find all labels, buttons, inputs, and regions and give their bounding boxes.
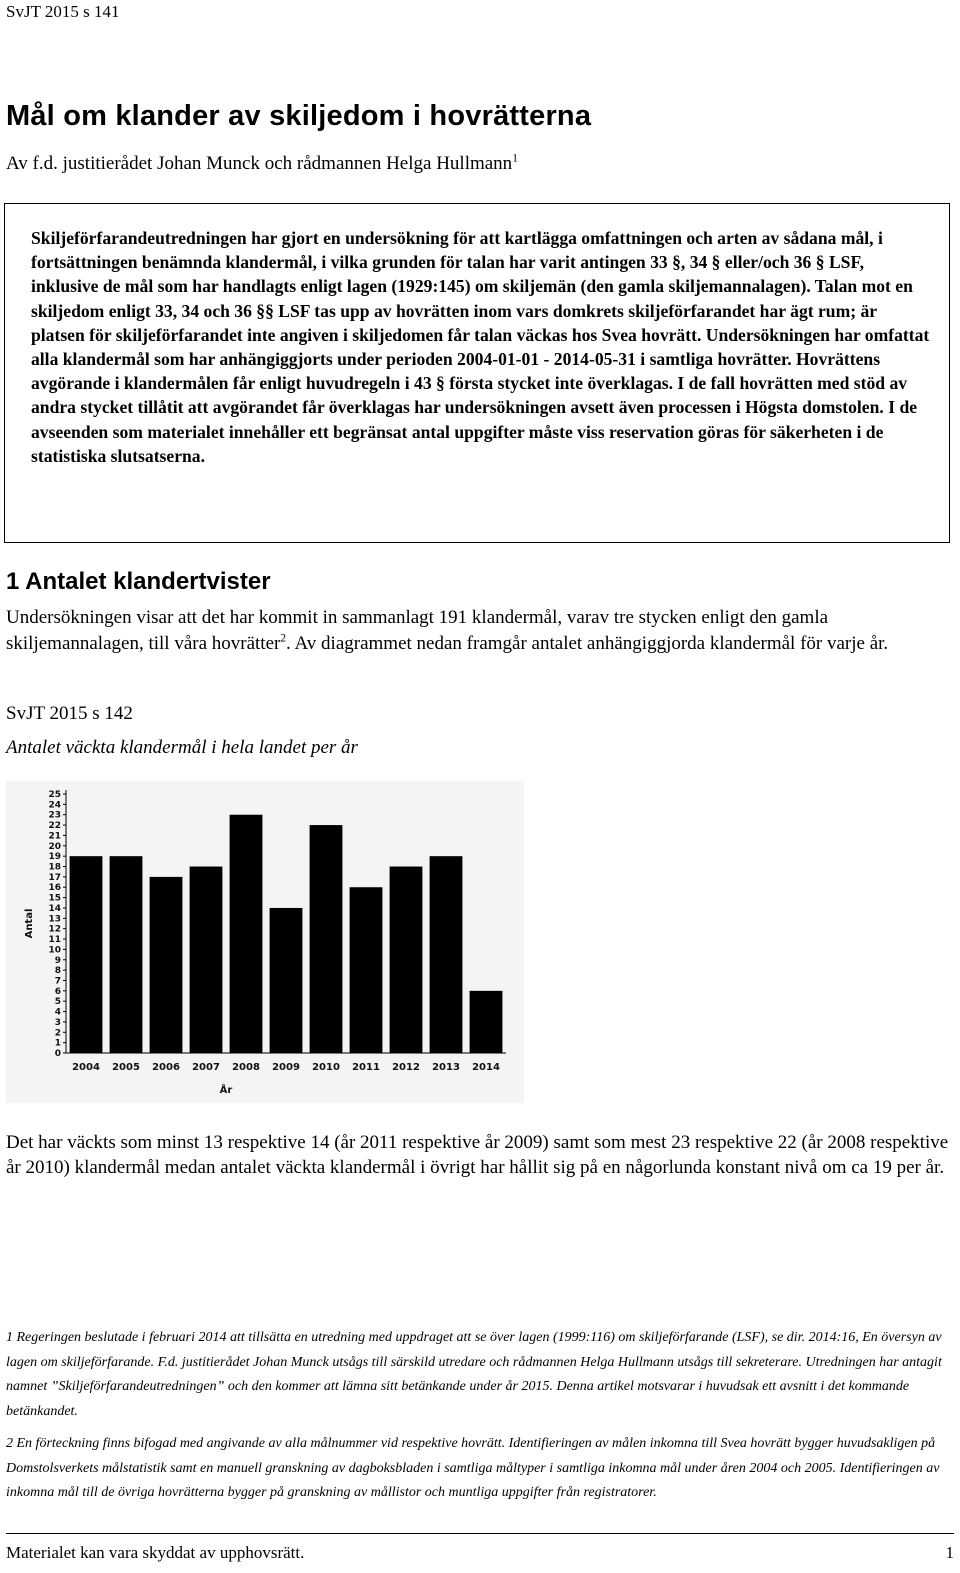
y-tick-label: 12 [48, 924, 61, 935]
intro-paragraph [6, 605, 950, 657]
header-page-reference: SvJT 2015 s 141 [6, 2, 120, 21]
bar-chart [6, 781, 524, 1103]
y-tick-label: 23 [48, 810, 61, 821]
footnote-2: 2 En förteckning finns bifogad med angivande av alla målnummer vid respektive hovrätt. Identifieringen av målen inkomna till Svea hovrätt bygger huvudsakligen på Domstolsverkets målstatistik samt en manuell granskning av dagboksbladen i samtliga måltyper i samtliga inkomna mål under åren 2004 och 2005. Identifieringen av inkomna mål till de övriga hovrätterna bygger på granskning av mållistor och muntliga uppgifter från registratorer. [6, 1436, 940, 1500]
y-tick-label: 14 [48, 903, 61, 914]
x-tick-label: 2007 [192, 1062, 220, 1073]
x-tick-label: 2008 [232, 1062, 260, 1073]
bar-2014 [470, 991, 503, 1053]
x-tick-label: 2011 [352, 1062, 380, 1073]
copyright-notice: Materialet kan vara skyddat av upphovsrätt. [6, 1543, 305, 1562]
bar-chart-svg [6, 781, 524, 1103]
y-tick-label: 13 [48, 914, 61, 925]
y-tick-label: 16 [48, 883, 61, 894]
y-tick-label: 3 [54, 1017, 61, 1028]
y-tick-label: 17 [48, 872, 61, 883]
y-tick-label: 21 [48, 831, 61, 842]
x-tick-label: 2010 [312, 1062, 340, 1073]
y-tick-label: 4 [54, 1007, 61, 1018]
footnote-1: 1 Regeringen beslutade i februari 2014 att tillsätta en utredning med uppdraget att se över lagen (1999:116) om skiljeförfarande (LSF), se dir. 2014:16, En översyn av lagen om skiljeförfarande. F.d. justitierådet Johan Munck utsågs till särskild utredare och rådmannen Helga Hullmann utsågs till sekreterare. Utredningen har antagit namnet ”Skiljeförfarandeutredningen” och den kommer att lämna sitt betänkande under år 2015. Denna artikel motsvarar i huvudsak ett avsnitt i det kommande betänkandet. [6, 1330, 942, 1419]
section-heading: 1 Antalet klandertvister [6, 568, 271, 595]
y-tick-label: 1 [54, 1038, 61, 1049]
x-tick-label: 2014 [472, 1062, 500, 1073]
y-axis-label: Antal [24, 908, 35, 939]
y-tick-label: 22 [48, 821, 61, 832]
y-tick-label: 19 [48, 852, 61, 863]
bar-2011 [350, 887, 383, 1053]
result-paragraph: Det har väckts som minst 13 respektive 14 (år 2011 respektive år 2009) samt som mest 23 respektive 22 (år 2008 respektive år 2010) klandermål medan antalet väckta klandermål i övrigt har hållit sig på en någorlunda konstant nivå om ca 19 per år. [6, 1132, 949, 1178]
x-tick-label: 2012 [392, 1062, 420, 1073]
x-tick-label: 2013 [432, 1062, 460, 1073]
abstract-text: Skiljeförfarandeutredningen har gjort en undersökning för att kartlägga omfattningen och arten av sådana mål, i fortsättningen benämnda klandermål, i vilka grunden för talan har varit antingen 33 §, 34 § eller/och 36 § LSF, inklusive de mål som har handlagts enligt lagen (1929:145) om skiljemän (den gamla skiljemannalagen). Talan mot en skiljedom enligt 33, 34 och 36 §§ LSF tas upp av hovrätten inom vars domkrets skiljeförfarandet har ägt rum; är platsen för skiljeförfarandet inte angiven i skiljedomen får talan väckas hos Svea hovrätt. Undersökningen har omfattat alla klandermål som har anhängiggjorts under perioden 2004-01-01 - 2014-05-31 i samtliga hovrätter. Hovrättens avgörande i klandermålen får enligt huvudregeln i 43 § första stycket inte överklagas. I de fall hovrätten med stöd av andra stycket tillåtit att avgörandet får överklagas har undersökningen avsett även processen i Högsta domstolen. I de avseenden som materialet innehåller ett begränsat antal uppgifter måste viss reservation göras för säkerheten i de statistiska slutsatserna. [31, 228, 930, 466]
x-axis-label: År [219, 1085, 233, 1096]
x-tick-label: 2006 [152, 1062, 180, 1073]
footnote-ref-2[interactable]: 2 [280, 632, 287, 645]
y-tick-label: 18 [48, 862, 61, 873]
y-tick-label: 24 [48, 800, 61, 811]
y-tick-label: 7 [54, 976, 61, 987]
intro-text-before: Undersökningen visar att det har kommit in sammanlagt 191 klandermål, varav tre stycken enligt den gamla skiljemannalagen, till våra hovrätter [6, 607, 829, 654]
y-tick-label: 0 [54, 1049, 61, 1059]
x-tick-label: 2009 [272, 1062, 300, 1073]
bar-2013 [430, 856, 463, 1053]
bar-2008 [230, 815, 263, 1053]
bar-2004 [70, 856, 103, 1053]
byline [6, 153, 518, 175]
bar-2007 [190, 867, 223, 1053]
chart-caption: Antalet väckta klandermål i hela landet per år [6, 737, 358, 758]
footnote-ref-1[interactable]: 1 [512, 152, 518, 165]
page-number: 1 [945, 1543, 954, 1562]
bar-2010 [310, 825, 343, 1053]
x-tick-label: 2005 [112, 1062, 140, 1073]
bar-2006 [150, 877, 183, 1053]
y-tick-label: 11 [48, 935, 61, 946]
y-tick-label: 15 [48, 893, 61, 904]
article-title: Mål om klander av skiljedom i hovrätterna [6, 100, 592, 132]
byline-text: Av f.d. justitierådet Johan Munck och rådmannen Helga Hullmann [6, 153, 513, 174]
y-tick-label: 10 [48, 945, 61, 956]
y-tick-label: 5 [54, 997, 61, 1008]
y-tick-label: 25 [48, 790, 61, 800]
y-tick-label: 20 [48, 841, 61, 852]
y-tick-label: 6 [54, 986, 61, 997]
abstract-box [4, 203, 950, 543]
x-tick-label: 2004 [72, 1062, 100, 1073]
page-reference-142: SvJT 2015 s 142 [6, 703, 133, 724]
y-tick-label: 8 [54, 966, 61, 977]
footer-divider [6, 1533, 954, 1534]
intro-text-after: . Av diagrammet nedan framgår antalet anhängiggjorda klandermål för varje år. [286, 633, 889, 654]
bar-2012 [390, 867, 423, 1053]
y-tick-label: 2 [54, 1028, 61, 1039]
bar-2005 [110, 856, 143, 1053]
y-tick-label: 9 [54, 955, 61, 966]
bar-2009 [270, 908, 303, 1053]
